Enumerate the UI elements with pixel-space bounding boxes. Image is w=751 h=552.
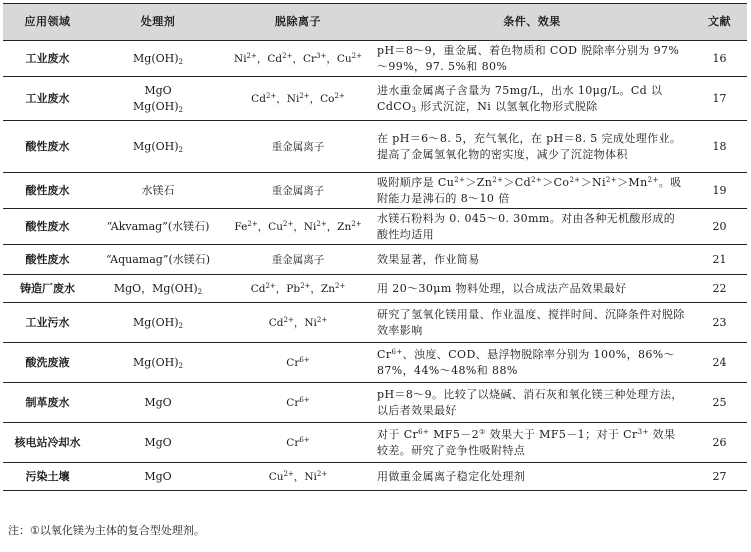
cell-ions: 重金属离子 [224,173,372,209]
cell-agent: $Mg(OH)_2$ [92,41,224,77]
cell-ref: 17 [692,77,747,121]
cell-field: 制革废水 [3,383,92,423]
cell-effect: 效果显著，作业简易 [372,245,692,275]
cell-effect: 吸附顺序是 $Cu^{2+}>Zn^{2+}>Cd^{2+}>Co^{2+}>Ni^{2+}>Mn^{2+}$。吸附能力是沸石的 8～10 倍 [372,173,692,209]
cell-agent: MgO $Mg(OH)_2$ [92,77,224,121]
table-row [3,121,747,173]
table-row [3,275,747,303]
cell-effect: 用做重金属离子稳定化处理剂 [372,463,692,491]
cell-ions: $Fe^{2+}$，$Cu^{2+}$，$Ni^{2+}$，$Zn^{2+}$ [224,209,372,245]
cell-ions: $Cd^{2+}$，$Ni^{2+}$ [224,303,372,343]
table-row [3,41,747,77]
cell-effect: 水镁石粉料为 0. 045～0. 30mm。对由各种无机酸形成的酸性均适用 [372,209,692,245]
table-row [3,303,747,343]
cell-ref: 27 [692,463,747,491]
cell-ions: 重金属离子 [224,245,372,275]
cell-ref: 24 [692,343,747,383]
cell-ref: 20 [692,209,747,245]
data-table [3,3,747,491]
cell-field: 污染土壤 [3,463,92,491]
table-row [3,209,747,245]
cell-field: 工业废水 [3,77,92,121]
cell-ions: 重金属离子 [224,121,372,173]
cell-field: 铸造厂废水 [3,275,92,303]
cell-agent: 水镁石 [92,173,224,209]
cell-ions: $Ni^{2+}$，$Cd^{2+}$，$Cr^{3+}$，$Cu^{2+}$ [224,41,372,77]
cell-effect: 在 pH＝6～8. 5，充气氧化，在 pH＝8. 5 完成处理作业。提高了金属氢氧化物的密实度，减少了沉淀物体积 [372,121,692,173]
cell-agent: MgO [92,463,224,491]
cell-agent: “Akvamag”(水镁石) [92,209,224,245]
cell-agent: $Mg(OH)_2$ [92,121,224,173]
cell-ions: $Cd^{2+}$，$Ni^{2+}$，$Co^{2+}$ [224,77,372,121]
cell-field: 核电站冷却水 [3,423,92,463]
cell-field: 酸性废水 [3,121,92,173]
header-effect: 条件、效果 [372,4,692,41]
cell-agent: “Aquamag”(水镁石) [92,245,224,275]
cell-effect: pH＝8～9，重金属、着色物质和 COD 脱除率分别为 97%～99%，97. 5%和 80% [372,41,692,77]
header-ref: 文献 [692,4,747,41]
table-body [3,41,747,491]
cell-ref: 23 [692,303,747,343]
table-row [3,77,747,121]
cell-field: 工业污水 [3,303,92,343]
cell-ref: 25 [692,383,747,423]
cell-agent: MgO，$Mg(OH)_2$ [92,275,224,303]
cell-agent: $Mg(OH)_2$ [92,303,224,343]
cell-effect: $Cr^{6+}$、浊度、COD、悬浮物脱除率分别为 100%，86%～87%，44%～48%和 88% [372,343,692,383]
table-row [3,245,747,275]
cell-ref: 26 [692,423,747,463]
table-row [3,423,747,463]
cell-agent: $Mg(OH)_2$ [92,343,224,383]
header-ions: 脱除离子 [224,4,372,41]
header-row [3,4,747,41]
cell-effect: pH＝8～9。比较了以烧碱、消石灰和氧化镁三种处理方法，以后者效果最好 [372,383,692,423]
cell-effect: 研究了氢氧化镁用量、作业温度、搅拌时间、沉降条件对脱除效率影响 [372,303,692,343]
cell-effect: 进水重金属离子含量为 75mg/L，出水 10μg/L。Cd 以 CdCO$_3$ 形式沉淀，Ni 以氢氧化物形式脱除 [372,77,692,121]
cell-field: 工业废水 [3,41,92,77]
cell-ions: $Cr^{6+}$ [224,423,372,463]
cell-ions: $Cr^{6+}$ [224,343,372,383]
cell-agent: MgO [92,423,224,463]
cell-agent: MgO [92,383,224,423]
cell-field: 酸性废水 [3,209,92,245]
cell-ions: $Cd^{2+}$，$Pb^{2+}$，$Zn^{2+}$ [224,275,372,303]
table-row [3,173,747,209]
cell-field: 酸洗废液 [3,343,92,383]
cell-effect: 对于 $Cr^{6+}$ MF5－2① 效果大于 MF5－1；对于 $Cr^{3+}$ 效果较差。研究了竞争性吸附特点 [372,423,692,463]
cell-ref: 16 [692,41,747,77]
header-field: 应用领域 [3,4,92,41]
cell-ref: 22 [692,275,747,303]
cell-ref: 18 [692,121,747,173]
cell-ions: $Cr^{6+}$ [224,383,372,423]
table-row [3,463,747,491]
table-row [3,383,747,423]
cell-ref: 19 [692,173,747,209]
cell-field: 酸性废水 [3,245,92,275]
cell-ions: $Cu^{2+}$，$Ni^{2+}$ [224,463,372,491]
table-row [3,343,747,383]
footnote: 注：①以氧化镁为主体的复合型处理剂。 [8,524,205,537]
cell-effect: 用 20～30μm 物料处理，以合成法产品效果最好 [372,275,692,303]
cell-field: 酸性废水 [3,173,92,209]
cell-ref: 21 [692,245,747,275]
header-agent: 处理剂 [92,4,224,41]
